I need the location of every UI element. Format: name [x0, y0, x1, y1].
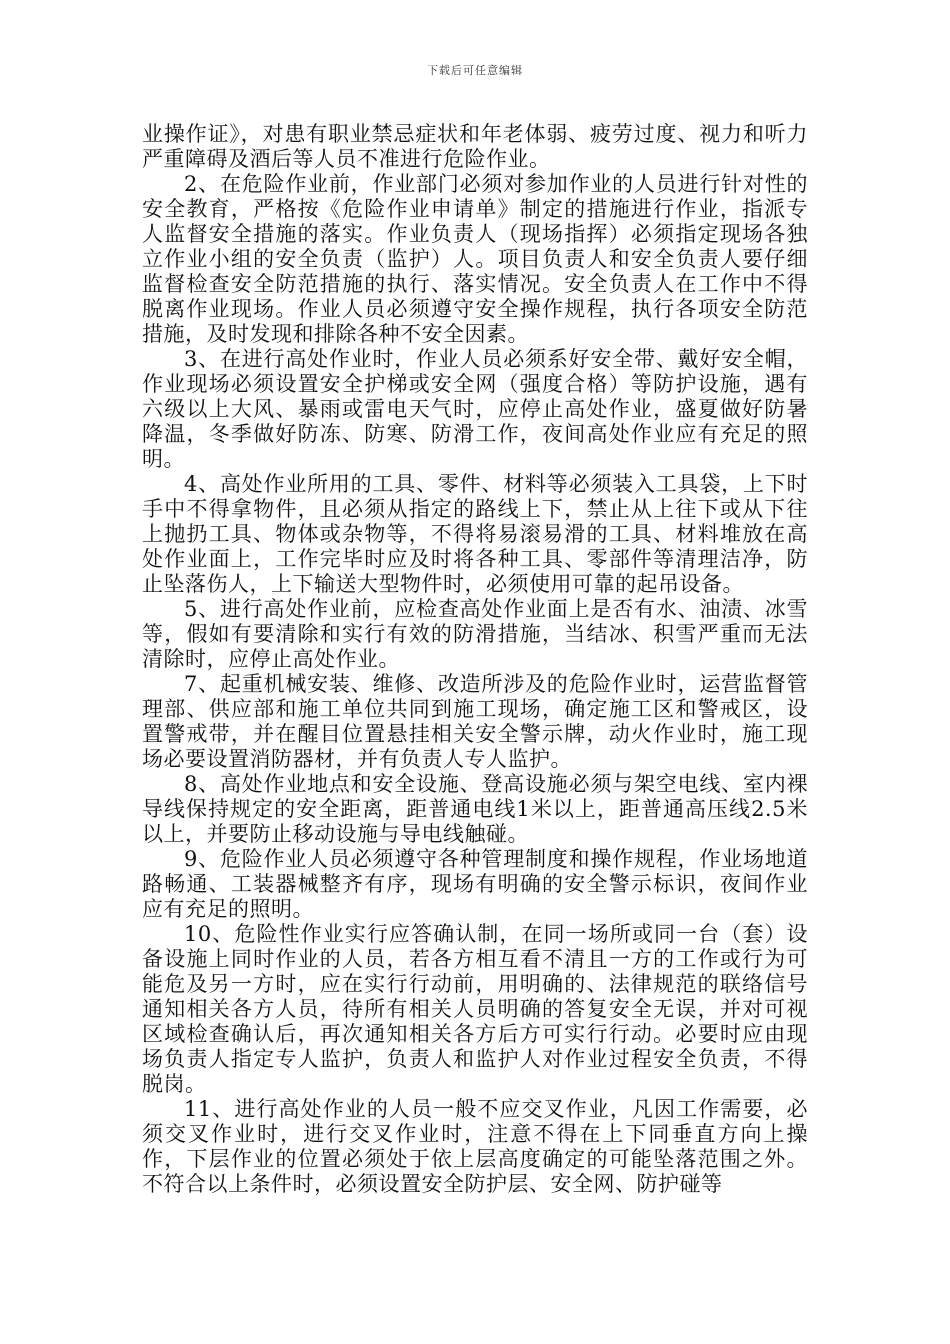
page-header-note: 下载后可任意编辑: [427, 64, 523, 77]
paragraph-item-11: 11、进行高处作业的人员一般不应交叉作业，凡因工作需要，必须交叉作业时，进行交叉作业时，注意不得在上下同垂直方向上操作，下层作业的位置必须处于依上层高度确定的可能坠落范围之外。不符合以上条件时，必须设置安全防护层、安全网、防护碰等: [142, 1097, 808, 1196]
document-body: [142, 122, 808, 1197]
paragraph-item-9: 9、危险作业人员必须遵守各种管理制度和操作规程，作业场地道路畅通、工装器械整齐有序，现场有明确的安全警示标识，夜间作业应有充足的照明。: [142, 847, 808, 921]
paragraph-item-2: 2、在危险作业前，作业部门必须对参加作业的人员进行针对性的安全教育，严格按《危险作业申请单》制定的措施进行作业，指派专人监督安全措施的落实。作业负责人（现场指挥）必须指定现场各独立作业小组的安全负责（监护）人。项目负责人和安全负责人要仔细监督检查安全防范措施的执行、落实情况。安全负责人在工作中不得脱离作业现场。作业人员必须遵守安全操作规程，执行各项安全防范措施，及时发现和排除各种不安全因素。: [142, 172, 808, 346]
paragraph-continuation: 业操作证》，对患有职业禁忌症状和年老体弱、疲劳过度、视力和听力严重障碍及酒后等人员不准进行危险作业。: [142, 122, 808, 171]
paragraph-item-7: 7、起重机械安装、维修、改造所涉及的危险作业时，运营监督管理部、供应部和施工单位共同到施工现场，确定施工区和警戒区，设置警戒带，并在醒目位置悬挂相关安全警示牌，动火作业时，施工现场必要设置消防器材，并有负责人专人监护。: [142, 672, 808, 771]
paragraph-item-3: 3、在进行高处作业时，作业人员必须系好安全带、戴好安全帽，作业现场必须设置安全护梯或安全网（强度合格）等防护设施，遇有六级以上大风、暴雨或雷电天气时，应停止高处作业，盛夏做好防暑降温，冬季做好防冻、防寒、防滑工作，夜间高处作业应有充足的照明。: [142, 347, 808, 471]
paragraph-item-8: 8、高处作业地点和安全设施、登高设施必须与架空电线、室内裸导线保持规定的安全距离，距普通电线1米以上，距普通高压线2.5米以上，并要防止移动设施与导电线触碰。: [142, 772, 808, 846]
paragraph-item-4: 4、高处作业所用的工具、零件、材料等必须装入工具袋，上下时手中不得拿物件，且必须从指定的路线上下，禁止从上往下或从下往上抛扔工具、物体或杂物等，不得将易滚易滑的工具、材料堆放在高处作业面上，工作完毕时应及时将各种工具、零部件等清理洁净，防止坠落伤人，上下输送大型物件时，必须使用可靠的起吊设备。: [142, 472, 808, 596]
paragraph-item-10: 10、危险性作业实行应答确认制，在同一场所或同一台（套）设备设施上同时作业的人员，若各方相互看不清且一方的工作或行为可能危及另一方时，应在实行行动前，用明确的、法律规范的联络信号通知相关各方人员，待所有相关人员明确的答复安全无误，并对可视区域检查确认后，再次通知相关各方后方可实行行动。必要时应由现场负责人指定专人监护，负责人和监护人对作业过程安全负责，不得脱岗。: [142, 922, 808, 1096]
paragraph-item-5: 5、进行高处作业前，应检查高处作业面上是否有水、油渍、冰雪等，假如有要清除和实行有效的防滑措施，当结冰、积雪严重而无法清除时，应停止高处作业。: [142, 597, 808, 671]
